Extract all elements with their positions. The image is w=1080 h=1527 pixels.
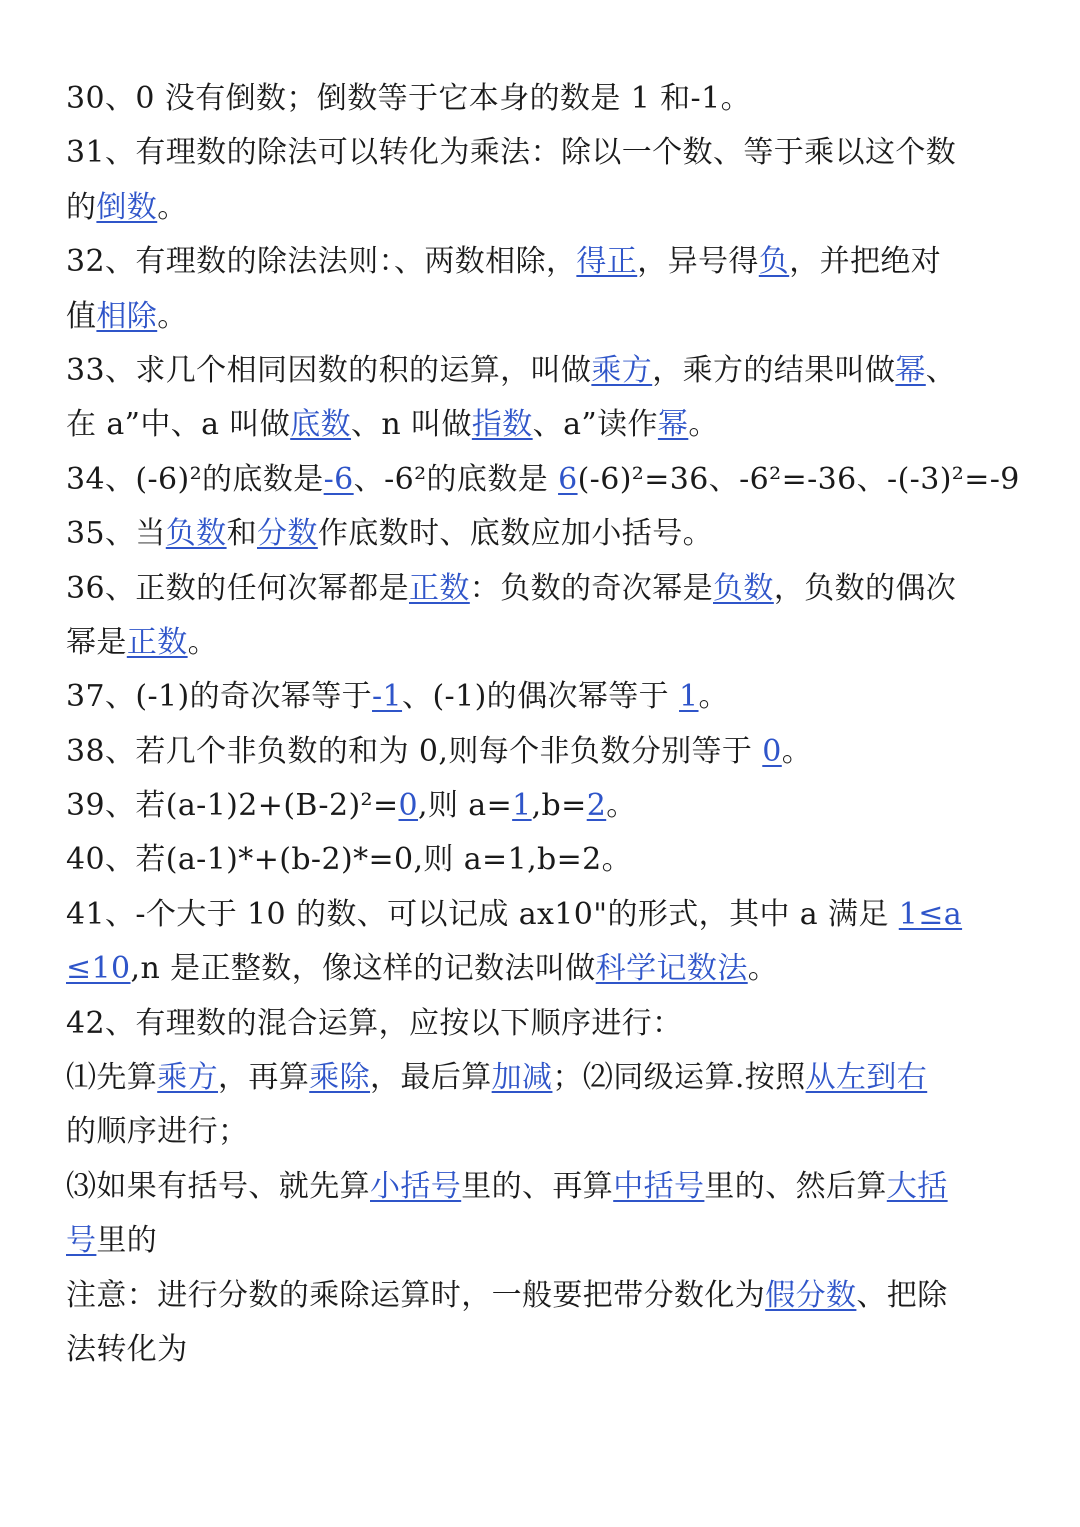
answer-blank: -1	[372, 679, 403, 715]
text-line	[66, 453, 1026, 507]
text-segment: 。	[781, 733, 813, 769]
text-segment: 、	[925, 352, 957, 388]
text-segment: 35、当	[66, 516, 166, 552]
text-segment: ：负数的奇次幂是	[469, 570, 713, 606]
text-line	[66, 72, 1026, 126]
text-segment: 作底数时、底数应加小括号。	[317, 516, 714, 552]
answer-blank: 1	[679, 679, 699, 715]
text-segment: 。	[688, 407, 719, 443]
answer-blank: 中括号	[613, 1168, 705, 1204]
text-segment: ，异号得	[637, 244, 759, 280]
text-segment: 法转化为	[66, 1331, 188, 1367]
text-segment: 42、有理数的混合运算，应按以下顺序进行：	[66, 1005, 683, 1041]
text-segment: 。	[187, 624, 219, 660]
answer-blank: 2	[586, 788, 607, 824]
text-segment: ,n 是正整数，像这样的记数法叫做	[130, 951, 596, 987]
text-segment: ，乘方的结果叫做	[652, 352, 896, 388]
text-segment: 。	[157, 189, 188, 225]
text-segment: ，负数的偶次	[773, 570, 957, 606]
text-segment: ⑶如果有括号、就先算	[66, 1168, 370, 1204]
text-line	[66, 1051, 1026, 1105]
answer-blank: 乘除	[309, 1060, 371, 1096]
answer-blank: 加减	[491, 1060, 553, 1096]
answer-blank: 底数	[290, 407, 351, 443]
text-segment: 在 a”中、a 叫做	[66, 407, 291, 443]
text-line	[66, 833, 1026, 887]
text-line	[66, 126, 1026, 180]
answer-blank: 假分数	[765, 1277, 857, 1313]
text-line	[66, 1323, 1026, 1377]
text-segment: 38、若几个非负数的和为 0,则每个非负数分别等于	[66, 733, 763, 769]
answer-blank: 小括号	[370, 1168, 462, 1204]
text-segment: 、把除	[856, 1277, 948, 1313]
text-segment: 30、0 没有倒数；倒数等于它本身的数是 1 和-1。	[66, 81, 751, 116]
answer-blank: 乘方	[157, 1060, 219, 1096]
text-segment: 33、求几个相同因数的积的运算，叫做	[66, 352, 592, 388]
answer-blank: 负数	[165, 516, 227, 552]
text-line	[66, 181, 1026, 235]
text-line	[66, 398, 1026, 452]
answer-blank: 大括	[886, 1168, 948, 1204]
answer-blank: 正数	[408, 570, 470, 606]
text-segment: 值	[66, 298, 97, 334]
text-line	[66, 942, 1026, 996]
text-line	[66, 616, 1026, 670]
text-segment: 和	[226, 516, 257, 552]
text-segment: ；⑵同级运算.按照	[552, 1060, 806, 1096]
text-segment: 。	[747, 951, 779, 987]
text-segment: 里的	[96, 1223, 158, 1259]
answer-blank: ≤10	[66, 951, 131, 987]
answer-blank: 6	[558, 461, 578, 497]
answer-blank: 1≤a	[898, 896, 963, 932]
text-line	[66, 670, 1026, 724]
text-segment: ，再算	[218, 1060, 310, 1096]
text-segment: 。	[606, 788, 637, 824]
text-segment: 。	[698, 679, 729, 715]
answer-blank: 科学记数法	[595, 951, 748, 987]
text-line	[66, 562, 1026, 616]
text-segment: ，最后算	[370, 1060, 492, 1096]
text-line	[66, 290, 1026, 344]
answer-blank: 0	[398, 788, 419, 824]
answer-blank: 幂	[895, 352, 926, 388]
text-line	[66, 997, 1026, 1051]
answer-blank: 指数	[471, 407, 533, 443]
text-line	[66, 1160, 1026, 1214]
answer-blank: 负数	[713, 570, 774, 606]
text-line	[66, 1105, 1026, 1159]
text-segment: ，并把绝对	[789, 244, 942, 280]
text-segment: ,b=	[531, 788, 587, 824]
answer-blank: 从左到右	[805, 1060, 928, 1096]
text-segment: 39、若(a-1)2+(B-2)²=	[66, 788, 399, 824]
text-segment: 。	[157, 298, 188, 334]
text-segment: 、n 叫做	[351, 407, 472, 443]
answer-blank: 乘方	[591, 352, 653, 388]
text-segment: 34、(-6)²的底数是	[66, 461, 324, 497]
answer-blank: 负	[758, 244, 790, 280]
text-segment: 里的、再算	[461, 1168, 614, 1204]
answer-blank: 倒数	[96, 189, 158, 225]
text-line	[66, 888, 1026, 942]
answer-blank: 得正	[576, 244, 638, 280]
text-segment: 注意：进行分数的乘除运算时，一般要把带分数化为	[66, 1277, 766, 1313]
text-segment: (-6)²=36、-6²=-36、-(-3)²=-9	[577, 461, 1020, 497]
text-line	[66, 507, 1026, 561]
text-segment: 41、-个大于 10 的数、可以记成 ax10"的形式，其中 a 满足	[66, 896, 899, 932]
text-segment: 40、若(a-1)*+(b-2)*=0,则 a=1,b=2。	[66, 842, 633, 878]
answer-blank: 正数	[126, 624, 188, 660]
text-line	[66, 344, 1026, 398]
answer-blank: 0	[762, 733, 782, 769]
text-line	[66, 779, 1026, 833]
answer-blank: 分数	[257, 516, 318, 552]
document-body	[66, 72, 1026, 1377]
text-segment: 里的、然后算	[704, 1168, 887, 1204]
text-segment: 36、正数的任何次幂都是	[66, 570, 409, 606]
answer-blank: 1	[512, 788, 532, 824]
text-segment: ⑴先算	[66, 1060, 158, 1096]
text-segment: 的顺序进行；	[66, 1114, 249, 1150]
text-line	[66, 1214, 1026, 1268]
text-segment: 、(-1)的偶次幂等于	[402, 679, 680, 715]
answer-blank: 号	[66, 1223, 97, 1259]
text-segment: 37、(-1)的奇次幂等于	[66, 679, 373, 715]
text-segment: 、-6²的底数是	[353, 461, 559, 497]
text-segment: 的	[66, 189, 97, 225]
text-line	[66, 235, 1026, 289]
text-segment: 、a”读作	[532, 407, 658, 443]
text-segment: 31、有理数的除法可以转化为乘法：除以一个数、等于乘以这个数	[66, 135, 957, 171]
answer-blank: 幂	[657, 407, 689, 443]
text-line	[66, 725, 1026, 779]
answer-blank: -6	[323, 461, 354, 497]
text-segment: ,则 a=	[418, 788, 513, 824]
answer-blank: 相除	[96, 298, 158, 334]
text-segment: 幂是	[66, 624, 127, 660]
text-line	[66, 1269, 1026, 1323]
text-segment: 32、有理数的除法法则：、两数相除，	[66, 244, 577, 280]
